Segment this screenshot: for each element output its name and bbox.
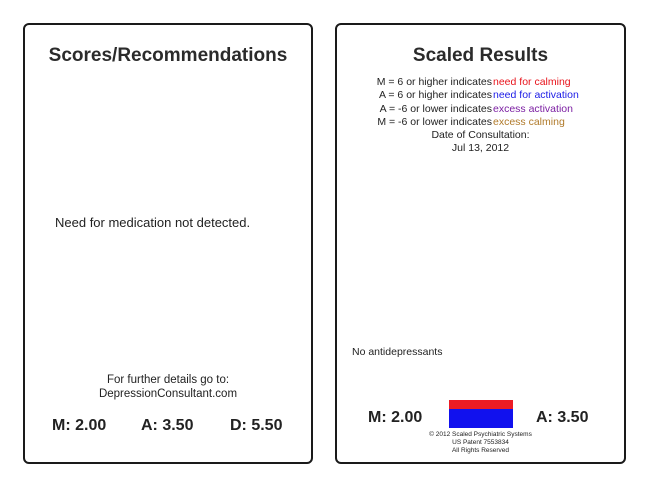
further-details-label: For further details go to: <box>106 374 230 386</box>
medication-note: Need for medication not detected. <box>55 215 251 230</box>
score-d: D: 5.50 <box>230 417 283 434</box>
further-details-link[interactable]: DepressionConsultant.com <box>98 388 238 400</box>
legend-effect: need for calming <box>493 76 571 88</box>
legend-condition: M = -6 or lower indicates <box>377 115 492 128</box>
legend-row <box>337 116 624 129</box>
legend-row <box>337 76 624 89</box>
legend-row <box>337 103 624 116</box>
scaled-result-bar <box>449 400 513 428</box>
scores-recommendations-card <box>23 23 313 464</box>
legend-row <box>337 89 624 102</box>
scaled-results-title: Scaled Results <box>412 45 549 66</box>
copyright-line: © 2012 Scaled Psychiatric Systems <box>429 431 532 438</box>
activation-bar-segment <box>449 409 513 428</box>
antidepressants-status: No antidepressants <box>352 346 443 358</box>
scaled-results-card <box>335 23 626 464</box>
scores-recommendations-title: Scores/Recommendations <box>48 45 288 66</box>
score-a: A: 3.50 <box>141 417 194 434</box>
consultation-label: Date of Consultation: <box>431 129 530 142</box>
scaled-score-a: A: 3.50 <box>536 409 589 426</box>
patent-line: US Patent 7553834 <box>452 438 509 446</box>
further-details <box>25 373 311 401</box>
legend-effect: need for activation <box>493 89 579 102</box>
rights-line: All Rights Reserved <box>451 446 510 454</box>
copyright-notice <box>337 431 624 454</box>
calming-bar-segment <box>449 400 513 409</box>
legend-condition: M = 6 or higher indicates <box>376 76 492 88</box>
scaled-score-m: M: 2.00 <box>368 409 423 426</box>
scale-legend <box>337 76 624 156</box>
score-m: M: 2.00 <box>52 417 107 434</box>
legend-condition: A = 6 or higher indicates <box>379 89 492 102</box>
legend-effect: excess activation <box>493 102 573 115</box>
consultation-date: Jul 13, 2012 <box>451 142 510 155</box>
legend-effect: excess calming <box>493 115 565 128</box>
legend-condition: A = -6 or lower indicates <box>379 102 492 115</box>
